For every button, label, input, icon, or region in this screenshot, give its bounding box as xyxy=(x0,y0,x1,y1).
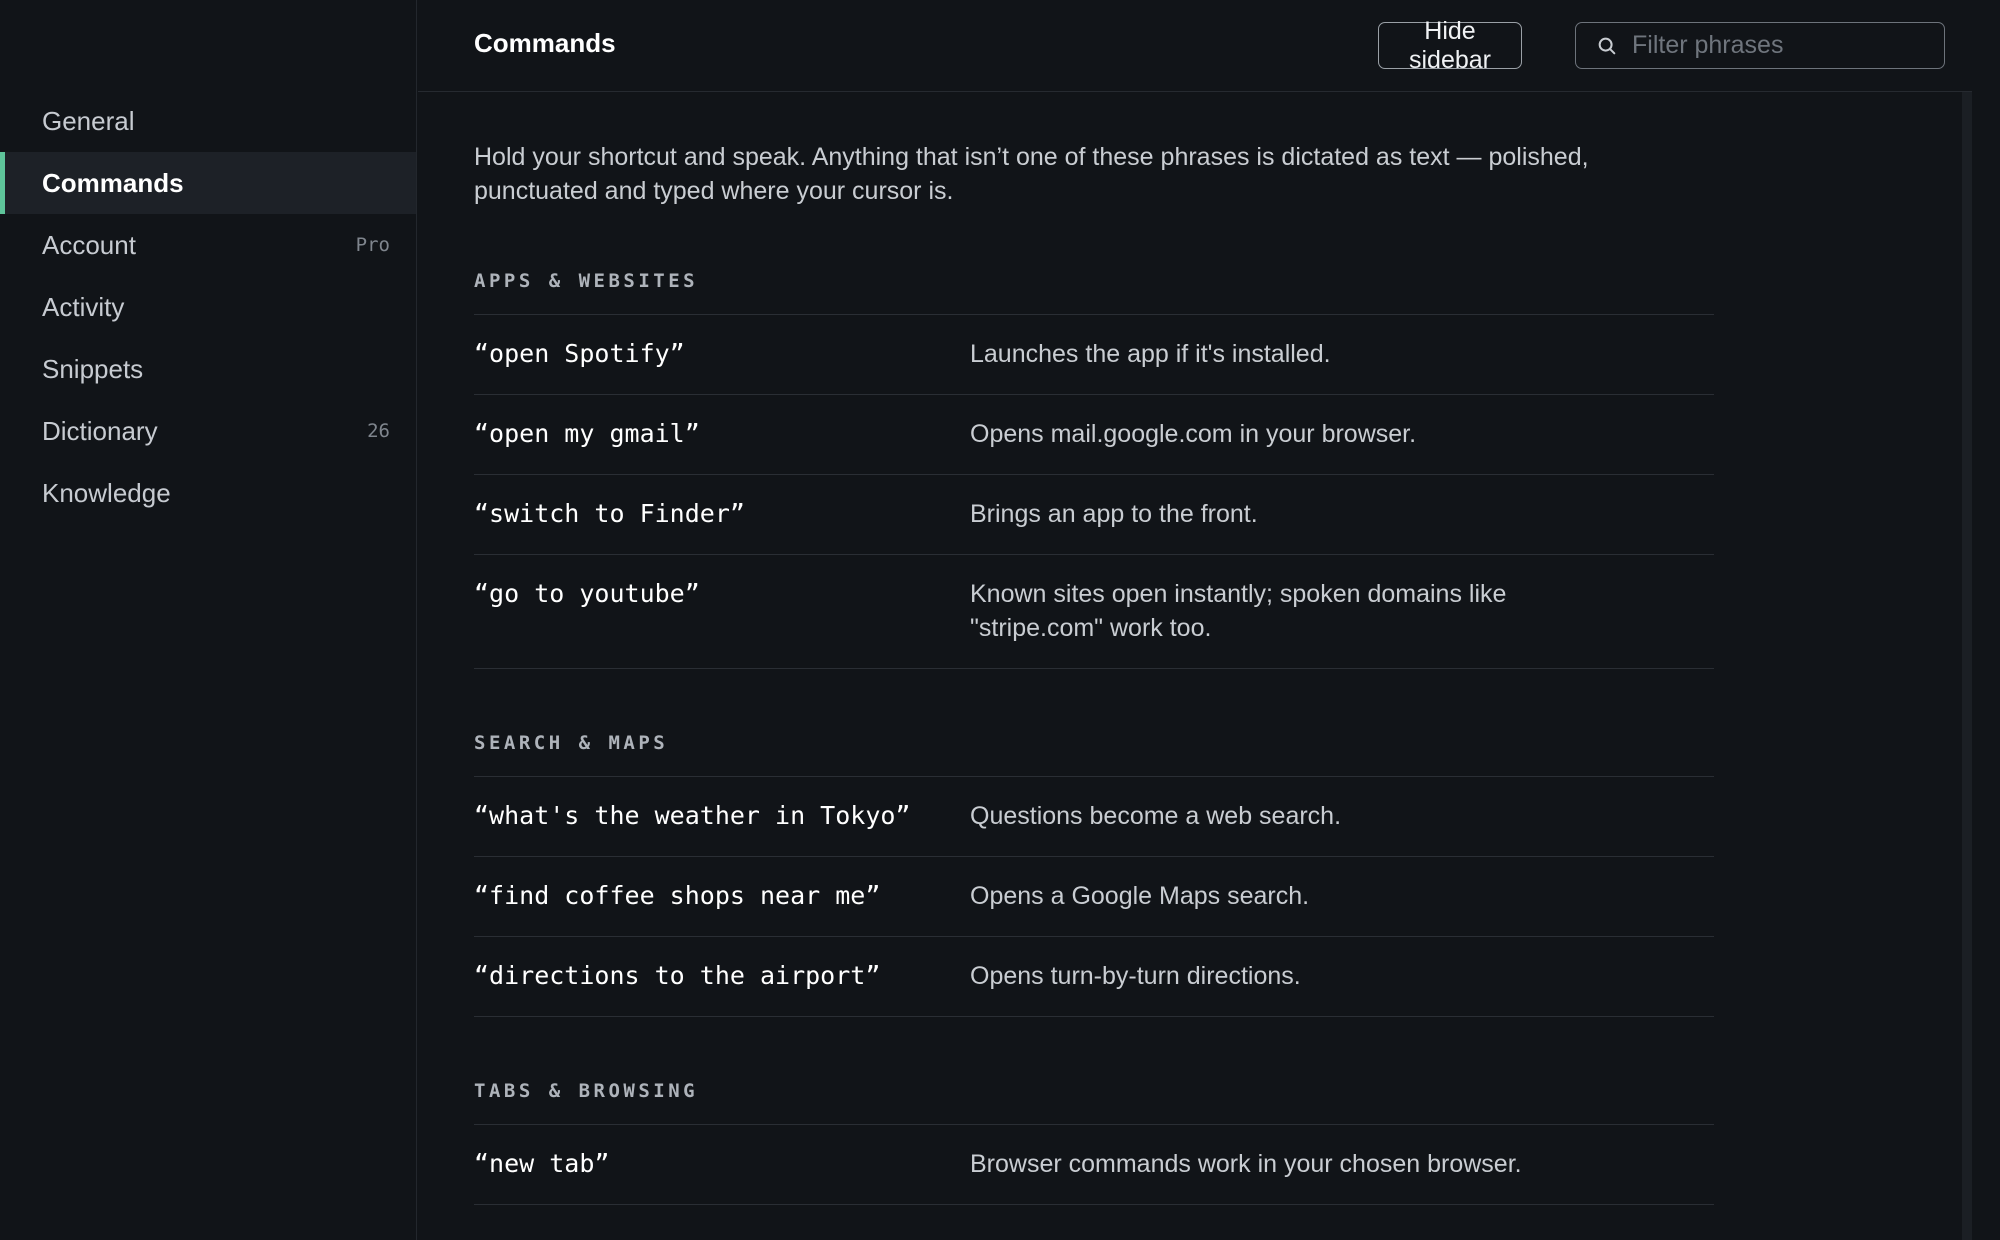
command-list xyxy=(474,314,1714,669)
hide-sidebar-button[interactable]: Hide sidebar xyxy=(1378,22,1522,69)
section-title: TABS & BROWSING xyxy=(474,1080,699,1102)
section-search-maps xyxy=(474,732,1714,1017)
command-row xyxy=(474,937,1714,1017)
command-phrase: “find coffee shops near me” xyxy=(474,881,881,910)
intro-text: Hold your shortcut and speak. Anything that isn’t one of these phrases is dictated as text — polished, punctuated and typed where your cursor is. xyxy=(474,143,1589,205)
command-list xyxy=(474,776,1714,1017)
command-phrase: “switch to Finder” xyxy=(474,499,745,528)
scrollbar[interactable] xyxy=(1962,92,1972,1240)
sidebar-nav xyxy=(0,90,416,524)
command-row xyxy=(474,475,1714,555)
command-description: Brings an app to the front. xyxy=(970,500,1258,528)
command-phrase: “what's the weather in Tokyo” xyxy=(474,801,911,830)
command-list xyxy=(474,1124,1714,1205)
sidebar-item-label: Snippets xyxy=(42,353,144,384)
sidebar-item-activity[interactable] xyxy=(0,276,416,338)
command-description: Questions become a web search. xyxy=(970,802,1342,830)
command-row xyxy=(474,1125,1714,1205)
command-phrase: “open my gmail” xyxy=(474,419,700,448)
search-icon xyxy=(1596,35,1618,57)
command-phrase: “directions to the airport” xyxy=(474,961,881,990)
page-title: Commands xyxy=(474,28,616,58)
command-row xyxy=(474,315,1714,395)
section-tabs-browsing xyxy=(474,1080,1714,1205)
command-description: Browser commands work in your chosen browser. xyxy=(970,1150,1522,1178)
sidebar-item-label: Dictionary xyxy=(42,415,158,446)
command-phrase: “open Spotify” xyxy=(474,339,685,368)
command-row xyxy=(474,857,1714,937)
section-title: SEARCH & MAPS xyxy=(474,732,669,754)
sidebar-item-label: Account xyxy=(42,229,136,260)
command-row xyxy=(474,777,1714,857)
command-description: Known sites open instantly; spoken domains like "stripe.com" work too. xyxy=(970,580,1507,642)
section-title: APPS & WEBSITES xyxy=(474,270,699,292)
sidebar-item-dictionary[interactable] xyxy=(0,400,416,462)
command-row xyxy=(474,555,1714,669)
filter-input[interactable] xyxy=(1630,30,1924,61)
sidebar-item-label: Activity xyxy=(42,291,125,322)
section-apps-websites xyxy=(474,270,1714,669)
commands-content xyxy=(474,140,1714,1178)
sidebar-item-snippets[interactable] xyxy=(0,338,416,400)
sidebar-item-commands[interactable] xyxy=(0,152,416,214)
sidebar xyxy=(0,0,417,1240)
plan-badge: Pro xyxy=(355,234,390,256)
command-description: Opens turn-by-turn directions. xyxy=(970,962,1301,990)
command-description: Launches the app if it's installed. xyxy=(970,340,1331,368)
command-phrase: “go to youtube” xyxy=(474,579,700,608)
sidebar-item-account[interactable] xyxy=(0,214,416,276)
sidebar-item-general[interactable] xyxy=(0,90,416,152)
command-description: Opens mail.google.com in your browser. xyxy=(970,420,1417,448)
count-badge: 26 xyxy=(367,420,390,442)
main-panel xyxy=(418,0,1972,1240)
sidebar-item-label: Commands xyxy=(42,167,184,198)
command-description: Opens a Google Maps search. xyxy=(970,882,1310,910)
command-phrase: “new tab” xyxy=(474,1149,610,1178)
sidebar-item-knowledge[interactable] xyxy=(0,462,416,524)
command-row xyxy=(474,395,1714,475)
filter-box[interactable] xyxy=(1575,22,1945,69)
sidebar-item-label: Knowledge xyxy=(42,477,171,508)
sidebar-item-label: General xyxy=(42,105,135,136)
top-bar xyxy=(418,0,1972,92)
